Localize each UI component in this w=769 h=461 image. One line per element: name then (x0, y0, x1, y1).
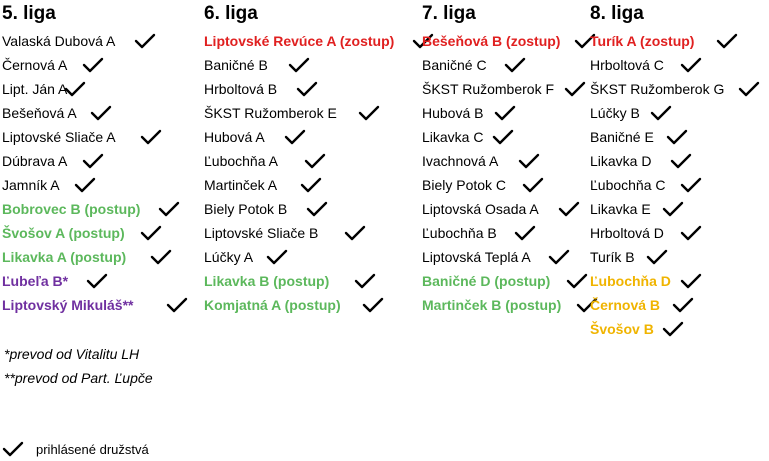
checkmark-icon (666, 129, 688, 145)
team-name: Baničné D (postup) (422, 273, 551, 290)
team-row (590, 172, 724, 196)
team-row (204, 76, 394, 100)
team-name: Liptovský Mikuláš** (2, 297, 134, 314)
team-name: Martinček A (204, 177, 278, 194)
team-row (422, 220, 561, 244)
league-column-3 (422, 2, 561, 316)
footnote-1: *prevod od Vitalitu LH (4, 346, 140, 362)
team-row (204, 52, 394, 76)
team-name: Biely Potok C (422, 177, 507, 194)
team-name: Černová B (590, 297, 661, 314)
team-row (2, 52, 140, 76)
checkmark-icon (558, 201, 580, 217)
checkmark-icon (296, 81, 318, 97)
team-name: Liptovské Sliače B (204, 225, 319, 242)
checkmark-icon (680, 57, 702, 73)
team-name: Černová A (2, 57, 68, 74)
team-row (2, 268, 140, 292)
league-column-1 (2, 2, 140, 316)
team-row (590, 76, 724, 100)
league-title: 7. liga (422, 3, 476, 24)
team-name: Baničné C (422, 57, 487, 74)
team-row (422, 244, 561, 268)
team-row (590, 244, 724, 268)
checkmark-icon (140, 225, 162, 241)
team-row (204, 100, 394, 124)
checkmark-icon (354, 273, 376, 289)
team-row (2, 292, 140, 316)
checkmark-icon (566, 273, 588, 289)
team-name: Biely Potok B (204, 201, 288, 218)
team-row (590, 28, 724, 52)
team-row (590, 124, 724, 148)
team-name: Švošov B (590, 321, 654, 338)
team-row (422, 100, 561, 124)
team-name: Hrboltová C (590, 57, 664, 74)
checkmark-icon (514, 225, 536, 241)
footnotes (4, 342, 153, 390)
checkmark-icon (150, 249, 172, 265)
team-row (204, 148, 394, 172)
team-row (2, 148, 140, 172)
checkmark-icon (504, 57, 526, 73)
checkmark-icon (548, 249, 570, 265)
checkmark-icon (358, 105, 380, 121)
team-name: Bešeňová B (zostup) (422, 33, 561, 50)
checkmark-icon (140, 129, 162, 145)
team-name: Hubová B (422, 105, 484, 122)
team-row (590, 316, 724, 340)
team-row (422, 196, 561, 220)
checkmark-icon (284, 129, 306, 145)
team-name: Dúbrava A (2, 153, 68, 170)
team-name: Hrboltová B (204, 81, 278, 98)
team-name: Jamník A (2, 177, 60, 194)
checkmark-icon (662, 321, 684, 337)
team-name: ŠKST Ružomberok F (422, 81, 555, 98)
checkmark-icon (672, 297, 694, 313)
team-name: Ľubeľa B* (2, 273, 69, 290)
team-name: Lipt. Ján A (2, 81, 68, 98)
checkmark-icon (680, 177, 702, 193)
team-row (422, 52, 561, 76)
league-column-2 (204, 2, 394, 316)
team-row (204, 220, 394, 244)
team-name: Liptovská Osada A (422, 201, 539, 218)
team-name: ŠKST Ružomberok E (204, 105, 337, 122)
team-name: Turík B (590, 249, 635, 266)
team-row (590, 292, 724, 316)
team-name: Liptovské Sliače A (2, 129, 116, 146)
checkmark-icon (306, 201, 328, 217)
checkmark-icon (2, 441, 24, 457)
checkmark-icon (680, 273, 702, 289)
league-title: 5. liga (2, 3, 56, 24)
team-row (422, 292, 561, 316)
team-row (2, 196, 140, 220)
team-name: Likavka E (590, 201, 651, 218)
team-name: Likavka A (postup) (2, 249, 127, 266)
checkmark-icon (492, 129, 514, 145)
checkmark-icon (680, 225, 702, 241)
team-name: Komjatná A (postup) (204, 297, 341, 314)
team-row (204, 292, 394, 316)
team-name: Liptovské Revúce A (zostup) (204, 33, 395, 50)
team-name: Hrboltová D (590, 225, 664, 242)
checkmark-icon (166, 297, 188, 313)
checkmark-icon (86, 273, 108, 289)
team-row (2, 244, 140, 268)
team-row (204, 124, 394, 148)
team-row (590, 148, 724, 172)
team-row (590, 100, 724, 124)
checkmark-icon (82, 57, 104, 73)
team-row (590, 196, 724, 220)
team-name: Likavka C (422, 129, 484, 146)
legend-label: prihlásené družstvá (36, 442, 149, 457)
team-name: Bobrovec B (postup) (2, 201, 141, 218)
checkmark-icon (646, 249, 668, 265)
team-row (2, 76, 140, 100)
checkmark-icon (670, 153, 692, 169)
team-name: Martinček B (postup) (422, 297, 562, 314)
team-name: Ľubochňa B (422, 225, 497, 242)
team-row (204, 244, 394, 268)
team-name: Ľubochňa D (590, 273, 671, 290)
team-row (422, 76, 561, 100)
checkmark-icon (494, 105, 516, 121)
team-row (422, 268, 561, 292)
checkmark-icon (300, 177, 322, 193)
team-row (204, 28, 394, 52)
team-name: ŠKST Ružomberok G (590, 81, 725, 98)
team-row (422, 172, 561, 196)
team-row (2, 124, 140, 148)
checkmark-icon (90, 105, 112, 121)
team-row (204, 196, 394, 220)
team-row (2, 100, 140, 124)
team-name: Baničné B (204, 57, 268, 74)
league-title: 8. liga (590, 3, 644, 24)
team-name: Ivachnová A (422, 153, 499, 170)
team-row (2, 220, 140, 244)
checkmark-icon (738, 81, 760, 97)
team-name: Ľubochňa A (204, 153, 278, 170)
team-row (204, 172, 394, 196)
team-name: Likavka B (postup) (204, 273, 330, 290)
checkmark-icon (304, 153, 326, 169)
checkmark-icon (64, 81, 86, 97)
team-name: Ľubochňa C (590, 177, 666, 194)
team-name: Lúčky A (204, 249, 254, 266)
footnote-2: **prevod od Part. Ľupče (4, 370, 153, 386)
team-name: Švošov A (postup) (2, 225, 125, 242)
team-row (2, 28, 140, 52)
checkmark-icon (158, 201, 180, 217)
team-name: Lúčky B (590, 105, 640, 122)
checkmark-icon (564, 81, 586, 97)
team-name: Baničné E (590, 129, 654, 146)
team-name: Liptovská Teplá A (422, 249, 531, 266)
league-column-4 (590, 2, 724, 340)
checkmark-icon (288, 57, 310, 73)
checkmark-icon (662, 201, 684, 217)
team-name: Turík A (zostup) (590, 33, 695, 50)
checkmark-icon (134, 33, 156, 49)
team-name: Bešeňová A (2, 105, 77, 122)
checkmark-icon (650, 105, 672, 121)
checkmark-icon (362, 297, 384, 313)
checkmark-icon (74, 177, 96, 193)
team-name: Likavka D (590, 153, 652, 170)
team-row (590, 268, 724, 292)
checkmark-icon (518, 153, 540, 169)
team-row (422, 28, 561, 52)
checkmark-icon (522, 177, 544, 193)
checkmark-icon (82, 153, 104, 169)
team-row (204, 268, 394, 292)
team-row (590, 220, 724, 244)
checkmark-icon (716, 33, 738, 49)
team-row (2, 172, 140, 196)
team-row (422, 148, 561, 172)
team-name: Hubová A (204, 129, 265, 146)
checkmark-icon (266, 249, 288, 265)
team-name: Valaská Dubová A (2, 33, 116, 50)
checkmark-icon (344, 225, 366, 241)
league-title: 6. liga (204, 3, 258, 24)
team-row (590, 52, 724, 76)
team-row (422, 124, 561, 148)
